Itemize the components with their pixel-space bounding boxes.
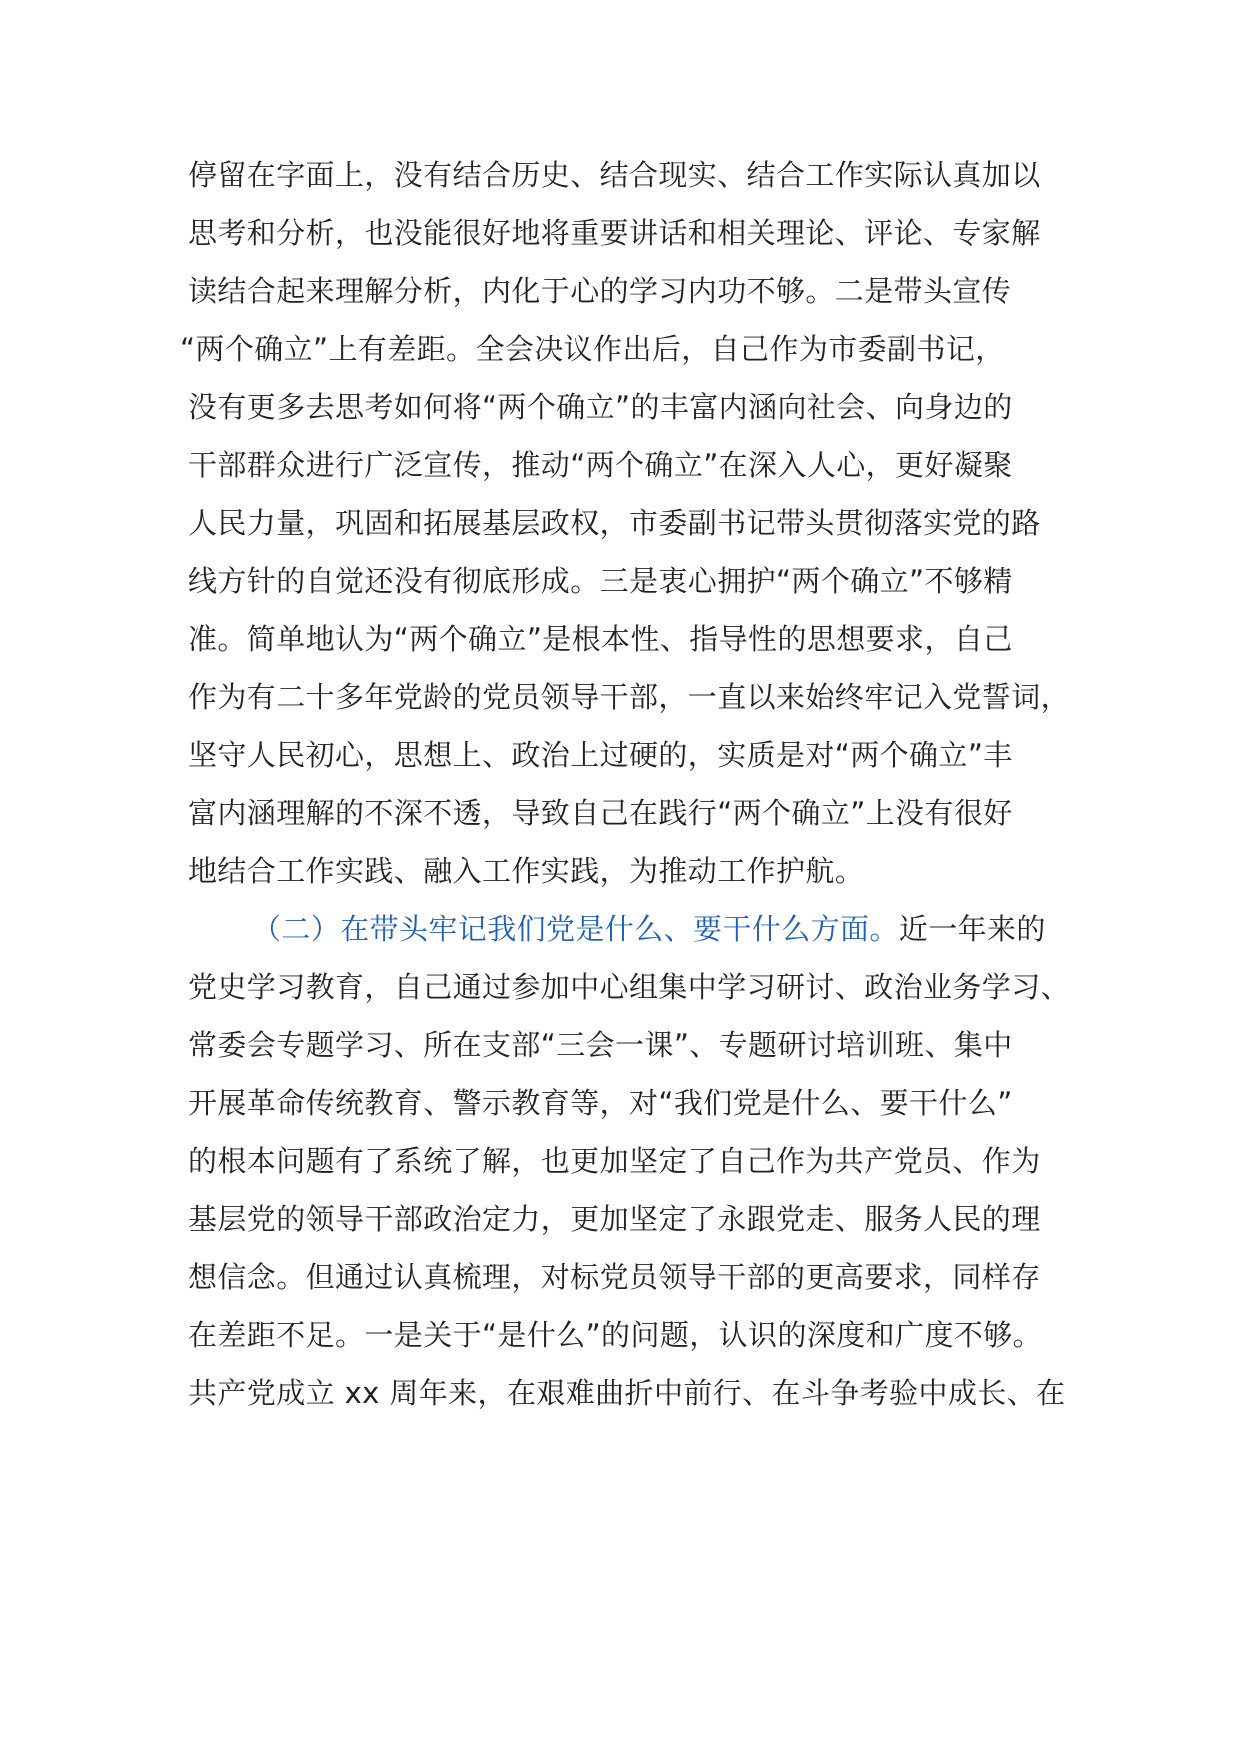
text-line: 准。简单地认为“两个确立”是根本性、指导性的思想要求，自己 [188,622,1013,656]
text-line: 作为有二十多年党龄的党员领导干部，一直以来始终牢记入党誓词， [188,680,1071,714]
text-line: 共产党成立 xx 周年来，在艰难曲折中前行、在斗争考验中成长、在 [188,1376,1066,1410]
text-line: 地结合工作实践、融入工作实践，为推动工作护航。 [188,854,865,888]
text-line: 停留在字面上，没有结合历史、结合现实、结合工作实际认真加以 [188,158,1041,192]
text-line: 思考和分析，也没能很好地将重要讲话和相关理论、评论、专家解 [188,216,1041,250]
section-heading: （二）在带头牢记我们党是什么、要干什么方面。 [252,912,899,946]
text-line: 开展革命传统教育、警示教育等，对“我们党是什么、要干什么” [188,1086,1013,1120]
text-line: 党史学习教育，自己通过参加中心组集中学习研讨、政治业务学习、 [188,970,1071,1004]
text-line: 在差距不足。一是关于“是什么”的问题，认识的深度和广度不够。 [188,1318,1043,1352]
text-line: 基层党的领导干部政治定力，更加坚定了永跟党走、服务人民的理 [188,1202,1041,1236]
text-line: 人民力量，巩固和拓展基层政权，市委副书记带头贯彻落实党的路 [188,506,1041,540]
text-line: 想信念。但通过认真梳理，对标党员领导干部的更高要求，同样存 [188,1260,1041,1294]
text-line: 读结合起来理解分析，内化于心的学习内功不够。二是带头宣传 [188,274,1012,308]
section-heading-line [252,909,1046,949]
text-line: 富内涵理解的不深不透，导致自己在践行“两个确立”上没有很好 [188,796,1013,830]
text-line: 坚守人民初心，思想上、政治上过硬的，实质是对“两个确立”丰 [188,738,1013,772]
text-line: 干部群众进行广泛宣传，推动“两个确立”在深入人心，更好凝聚 [188,448,1013,482]
text-line: 线方针的自觉还没有彻底形成。三是衷心拥护“两个确立”不够精 [188,564,1013,598]
text-line: 没有更多去思考如何将“两个确立”的丰富内涵向社会、向身边的 [188,390,1013,424]
section-heading-continuation: 近一年来的 [898,912,1046,946]
text-line: 的根本问题有了系统了解，也更加坚定了自己作为共产党员、作为 [188,1144,1041,1178]
text-line: 常委会专题学习、所在支部“三会一课”、专题研讨培训班、集中 [188,1028,1013,1062]
text-line: “两个确立”上有差距。全会决议作出后，自己作为市委副书记， [180,332,1005,366]
